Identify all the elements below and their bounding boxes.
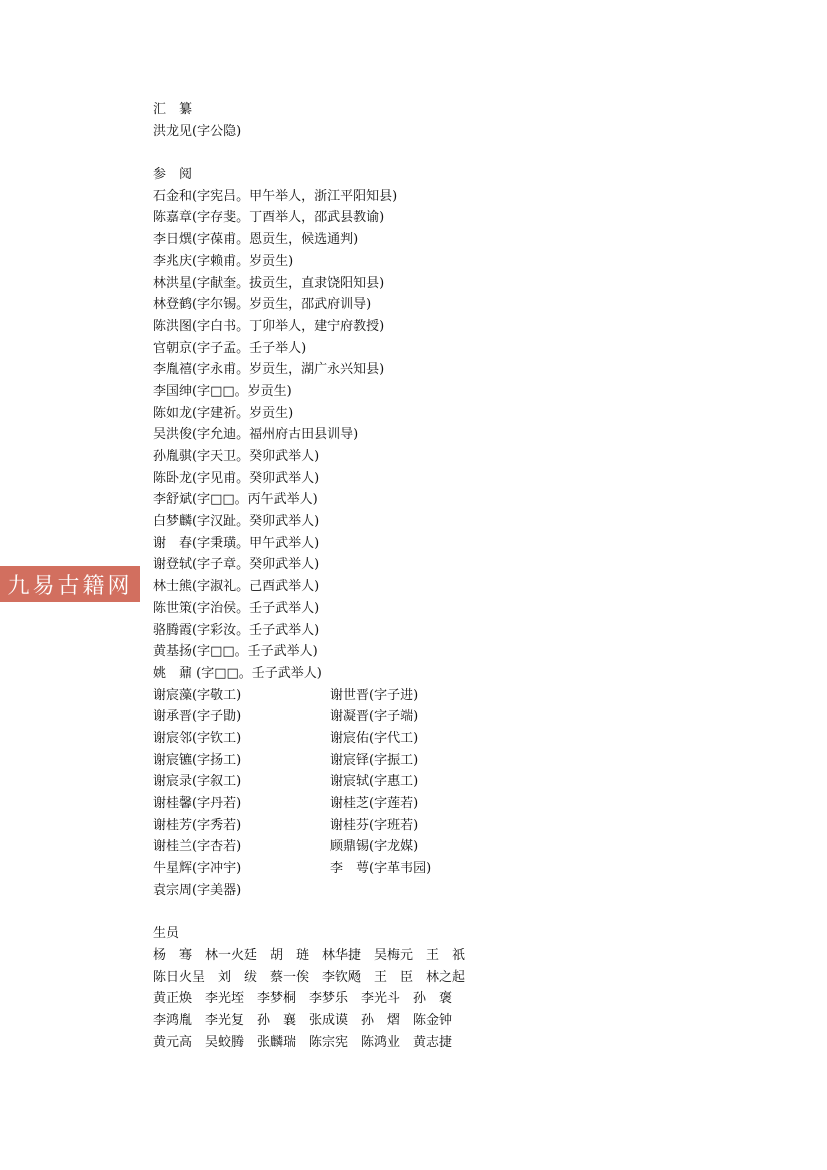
reviewer-pair-row <box>153 706 465 728</box>
reviewer-name: 谢宸镳(字扬工) <box>153 752 242 768</box>
reviewer-line: 谢登轼(字子章。癸卯武举人) <box>153 557 320 573</box>
reviewer-line: 陈如龙(字建祈。岁贡生) <box>153 405 294 421</box>
reviewer-name: 谢宸录(字叙工) <box>153 774 242 790</box>
reviewer-line: 孙胤骐(字天卫。癸卯武举人) <box>153 449 320 464</box>
section-heading-compile: 汇 纂 <box>153 102 193 117</box>
reviewer-line: 林士熊(字淑礼。己酉武举人) <box>153 579 320 595</box>
reviewer-line: 李日熼(字葆甫。恩贡生，候选通判) <box>153 232 359 248</box>
reviewer-line: 林洪星(字献奎。拔贡生，直隶饶阳知县) <box>153 275 385 291</box>
student-row: 黄正焕 李光垤 李梦桐 李梦乐 李光斗 孙 褒 <box>153 991 453 1007</box>
reviewer-line: 陈嘉章(字存斐。丁酉举人，邵武县教谕) <box>153 210 385 226</box>
reviewer-line: 李国绅(字□□。岁贡生) <box>153 383 292 399</box>
student-row: 陈日火呈 刘 绂 蔡一俟 李钦飏 王 臣 林之起 <box>153 969 466 985</box>
reviewer-tail: 袁宗周(字美器) <box>153 882 242 898</box>
reviewer-line: 官朝京(字子孟。壬子举人) <box>153 340 307 356</box>
reviewer-name: 谢承晋(字子勖) <box>153 709 242 725</box>
reviewer-line: 骆腾霞(字彩汝。壬子武举人) <box>153 622 320 638</box>
reviewer-line: 李胤禧(字永甫。岁贡生，湖广永兴知县) <box>153 362 385 378</box>
reviewer-name: 谢桂兰(字杏若) <box>153 839 242 855</box>
student-list <box>153 945 465 1053</box>
reviewer-line: 陈卧龙(字见甫。癸卯武举人) <box>153 470 320 486</box>
site-watermark-logo: 九易古籍网 <box>0 566 140 602</box>
reviewer-name: 谢桂芝(字莲若) <box>330 796 419 811</box>
reviewer-name: 谢桂芳(字秀若) <box>153 817 242 833</box>
student-row: 李鸿胤 李光复 孙 襄 张成谟 孙 熠 陈金钟 <box>153 1012 453 1028</box>
reviewer-name: 谢凝晋(字子端) <box>330 709 419 725</box>
spacer <box>153 901 465 923</box>
reviewer-name: 谢宸轼(字惠工) <box>330 774 419 790</box>
reviewer-line: 白梦麟(字汉趾。癸卯武举人) <box>153 514 320 530</box>
reviewer-list <box>153 186 465 685</box>
spacer <box>153 142 465 164</box>
reviewer-name: 谢宸铎(字振工) <box>330 752 419 768</box>
reviewer-line: 陈世策(字治侯。壬子武举人) <box>153 600 320 616</box>
reviewer-line: 黄基扬(字□□。壬子武举人) <box>153 644 318 660</box>
reviewer-line: 李舒斌(字□□。丙午武举人) <box>153 492 318 508</box>
reviewer-line: 吴洪俊(字允迪。福州府古田县训导) <box>153 427 359 443</box>
reviewer-pair-row <box>153 771 465 793</box>
reviewer-name: 谢桂芬(字班若) <box>330 817 419 833</box>
compiler-name: 洪龙见(字公隐) <box>153 123 242 139</box>
reviewer-pair-row <box>153 728 465 750</box>
reviewer-line: 姚 鼐 (字□□。壬子武举人) <box>153 665 322 681</box>
reviewer-line: 林登鹤(字尔锡。岁贡生，邵武府训导) <box>153 297 372 313</box>
student-row: 杨 骞 林一火廷 胡 琏 林华捷 吴梅元 王 祇 <box>153 947 466 963</box>
document-body <box>153 99 465 1053</box>
reviewer-name: 牛星辉(字冲宇) <box>153 861 242 877</box>
reviewer-name: 谢宸佑(字代工) <box>330 730 419 746</box>
section-heading-review: 参 阅 <box>153 167 193 183</box>
reviewer-pair-row <box>153 793 465 815</box>
reviewer-pair-row <box>153 750 465 772</box>
reviewer-pair-list <box>153 685 465 880</box>
section-heading-students: 生员 <box>153 926 180 942</box>
reviewer-pair-row <box>153 836 465 858</box>
reviewer-name: 谢宸邻(字钦工) <box>153 730 242 746</box>
student-row: 黄元高 吴蛟腾 张麟瑞 陈宗宪 陈鸿业 黄志捷 <box>153 1034 453 1050</box>
reviewer-name: 谢世晋(字子进) <box>330 687 419 703</box>
reviewer-pair-row <box>153 858 465 880</box>
reviewer-pair-row <box>153 815 465 837</box>
reviewer-line: 谢 春(字秉璜。甲午武举人) <box>153 535 320 551</box>
reviewer-line: 李兆庆(字赖甫。岁贡生) <box>153 253 294 269</box>
reviewer-name: 谢宸藻(字敬工) <box>153 687 242 703</box>
reviewer-pair-row <box>153 685 465 707</box>
reviewer-line: 陈洪图(字白书。丁卯举人，建宁府教授) <box>153 318 385 334</box>
reviewer-line: 石金和(字宪吕。甲午举人，浙江平阳知县) <box>153 188 398 204</box>
reviewer-name: 顾鼎锡(字龙媒) <box>330 839 419 855</box>
reviewer-name: 谢桂馨(字丹若) <box>153 796 242 811</box>
reviewer-name: 李 萼(字革韦园) <box>330 861 432 877</box>
